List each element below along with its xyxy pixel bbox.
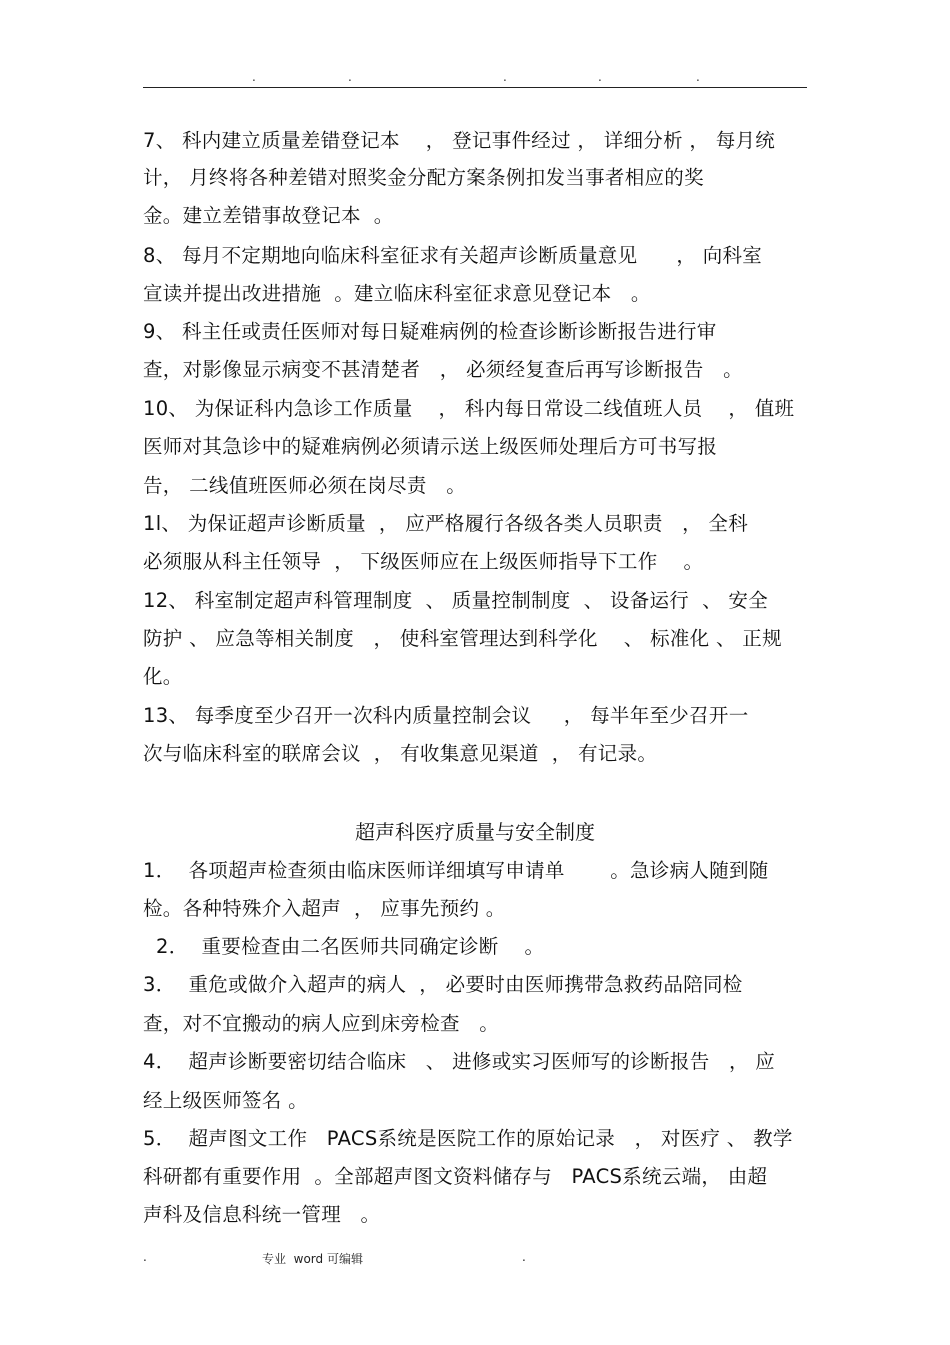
header-dot: . (598, 70, 602, 84)
text-line: 计， 月终将各种差错对照奖金分配方案条例扣发当事者相应的奖 (143, 166, 704, 189)
text-line: 检。各种特殊介入超声 ， 应事先预约 。 (143, 897, 506, 920)
text-line: 声科及信息科统一管理 。 (143, 1203, 381, 1226)
section-2-title: 超声科医疗质量与安全制度 (355, 820, 595, 844)
footer-text: 专业 word 可编辑 (262, 1252, 363, 1266)
text-line: 12、 科室制定超声科管理制度 、 质量控制制度 、 设备运行 、 安全 (143, 589, 768, 612)
text-line: 次与临床科室的联席会议 ， 有收集意见渠道 ， 有记录。 (143, 742, 658, 765)
text-line: 1． 各项超声检查须由临床医师详细填写申请单 。急诊病人随到随 (143, 859, 769, 882)
header-dot: . (348, 70, 352, 84)
text-line: 必须服从科主任领导 ， 下级医师应在上级医师指导下工作 。 (143, 550, 704, 573)
header-dot: . (696, 70, 700, 84)
text-line: 化。 (143, 665, 183, 688)
text-line: 经上级医师签名 。 (143, 1089, 308, 1112)
text-line: 9、 科主任或责任医师对每日疑难病例的检查诊断诊断报告进行审 (143, 320, 717, 343)
text-line: 告， 二线值班医师必须在岗尽责 。 (143, 474, 466, 497)
text-line: 3． 重危或做介入超声的病人 ， 必要时由医师携带急救药品陪同检 (143, 973, 743, 996)
text-line: 防护 、 应急等相关制度 ， 使科室管理达到科学化 、 标准化 、 正规 (143, 627, 782, 650)
text-line: 2． 重要检查由二名医师共同确定诊断 。 (143, 935, 545, 958)
text-line: 10、 为保证科内急诊工作质量 ， 科内每日常设二线值班人员 ， 值班 (143, 397, 795, 420)
text-line: 宣读并提出改进措施 。建立临床科室征求意见登记本 。 (143, 282, 651, 305)
text-line: 查，对不宜搬动的病人应到床旁检查 。 (143, 1012, 500, 1035)
header-dot: . (252, 70, 256, 84)
text-line: 5． 超声图文工作 PACS系统是医院工作的原始记录 ， 对医疗 、 教学 (143, 1127, 793, 1150)
text-line: 4． 超声诊断要密切结合临床 、 进修或实习医师写的诊断报告 ， 应 (143, 1050, 776, 1073)
footer-dot-left: . (143, 1250, 147, 1264)
header-dot: . (503, 70, 507, 84)
text-line: 医师对其急诊中的疑难病例必须请示送上级医师处理后方可书写报 (143, 435, 718, 458)
header-rule (143, 87, 807, 88)
footer-dot-right: . (522, 1250, 526, 1264)
header-dots (0, 70, 950, 86)
text-line: 7、 科内建立质量差错登记本 ， 登记事件经过 ， 详细分析 ， 每月统 (143, 129, 776, 152)
text-line: 金。建立差错事故登记本 。 (143, 204, 394, 227)
text-line: 8、 每月不定期地向临床科室征求有关超声诊断质量意见 ， 向科室 (143, 244, 763, 267)
text-line: 查，对影像显示病变不甚清楚者 ， 必须经复查后再写诊断报告 。 (143, 358, 743, 381)
text-line: 1l、 为保证超声诊断质量 ， 应严格履行各级各类人员职责 ， 全科 (143, 512, 749, 535)
text-line: 科研都有重要作用 。全部超声图文资料储存与 PACS系统云端， 由超 (143, 1165, 768, 1188)
text-line: 13、 每季度至少召开一次科内质量控制会议 ， 每半年至少召开一 (143, 704, 749, 727)
